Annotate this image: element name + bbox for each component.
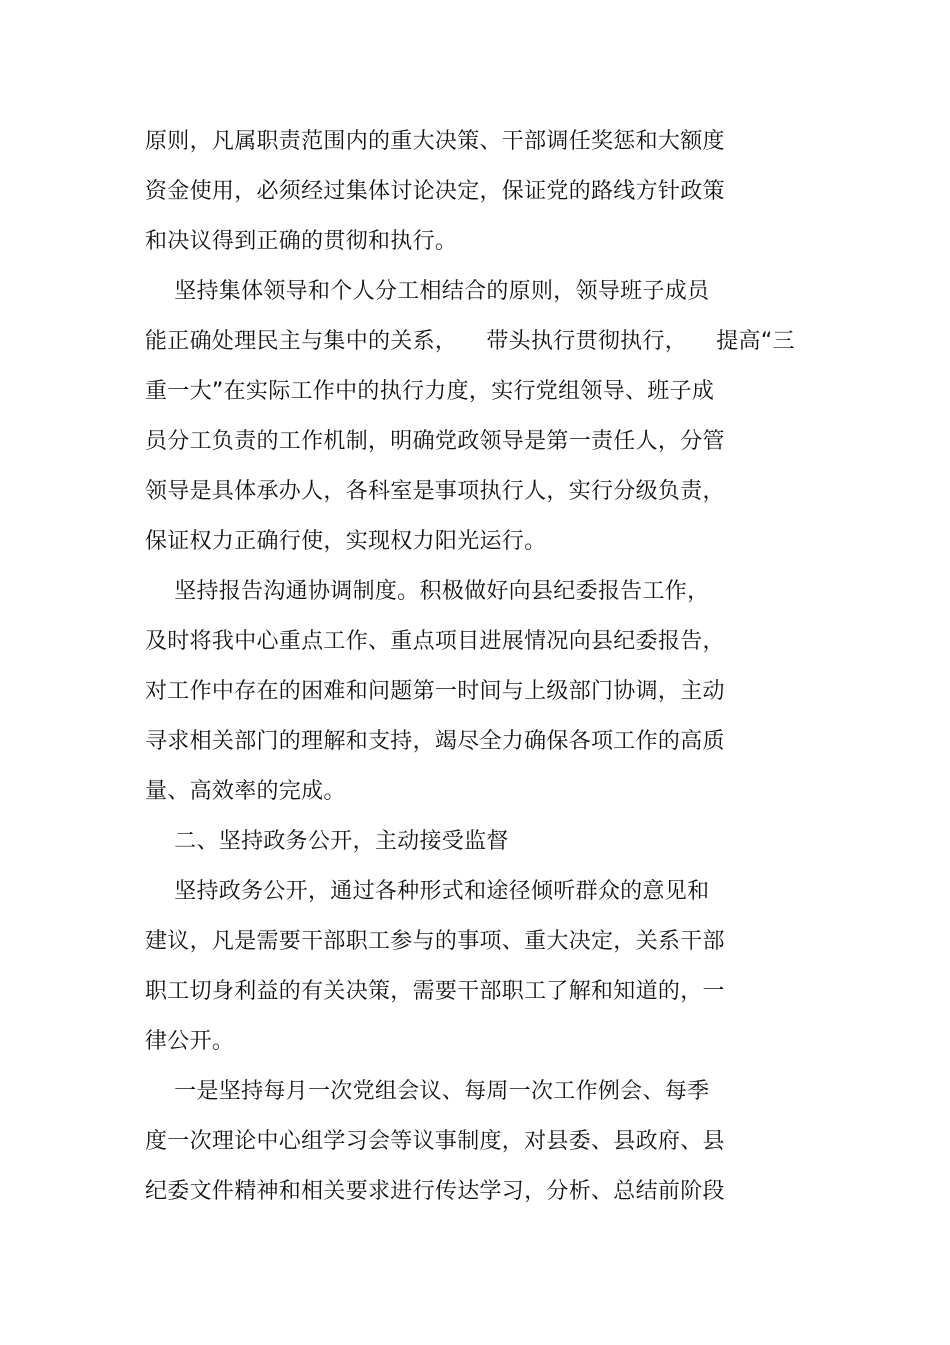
text-line: 职工切身利益的有关决策，需要干部职工了解和知道的，一 <box>145 979 725 1004</box>
text-line: 资金使用，必须经过集体讨论决定，保证党的路线方针政策 <box>145 179 725 204</box>
text-line: 律公开。 <box>145 1029 235 1054</box>
text-line: 一是坚持每月一次党组会议、每周一次工作例会、每季 <box>145 1079 710 1104</box>
text-line: 建议，凡是需要干部职工参与的事项、重大决定，关系干部 <box>145 929 725 954</box>
text-line: 原则，凡属职责范围内的重大决策、干部调任奖惩和大额度 <box>145 129 725 154</box>
text-line: 对工作中存在的困难和问题第一时间与上级部门协调，主动 <box>145 679 725 704</box>
section-heading: 二、坚持政务公开，主动接受监督 <box>145 829 509 854</box>
text-line: 重一大”在实际工作中的执行力度，实行党组领导、班子成 <box>145 379 715 404</box>
text-line: 和决议得到正确的贯彻和执行。 <box>145 229 458 254</box>
text-line: 及时将我中心重点工作、重点项目进展情况向县纪委报告， <box>145 629 725 654</box>
text-line: 保证权力正确行使，实现权力阳光运行。 <box>145 529 547 554</box>
text-line: 能正确处理民主与集中的关系， 带头执行贯彻执行， 提高“三 <box>145 329 795 354</box>
text-line: 坚持政务公开，通过各种形式和途径倾听群众的意见和 <box>145 879 710 904</box>
text-line: 寻求相关部门的理解和支持，竭尽全力确保各项工作的高质 <box>145 729 725 754</box>
text-line: 量、高效率的完成。 <box>145 779 346 804</box>
text-line: 领导是具体承办人，各科室是事项执行人，实行分级负责， <box>145 479 725 504</box>
text-line: 坚持集体领导和个人分工相结合的原则，领导班子成员 <box>145 279 710 304</box>
text-line: 员分工负责的工作机制，明确党政领导是第一责任人，分管 <box>145 429 725 454</box>
text-line: 纪委文件精神和相关要求进行传达学习，分析、总结前阶段 <box>145 1179 725 1204</box>
text-line: 度一次理论中心组学习会等议事制度，对县委、县政府、县 <box>145 1129 725 1154</box>
text-line: 坚持报告沟通协调制度。积极做好向县纪委报告工作， <box>145 579 710 604</box>
